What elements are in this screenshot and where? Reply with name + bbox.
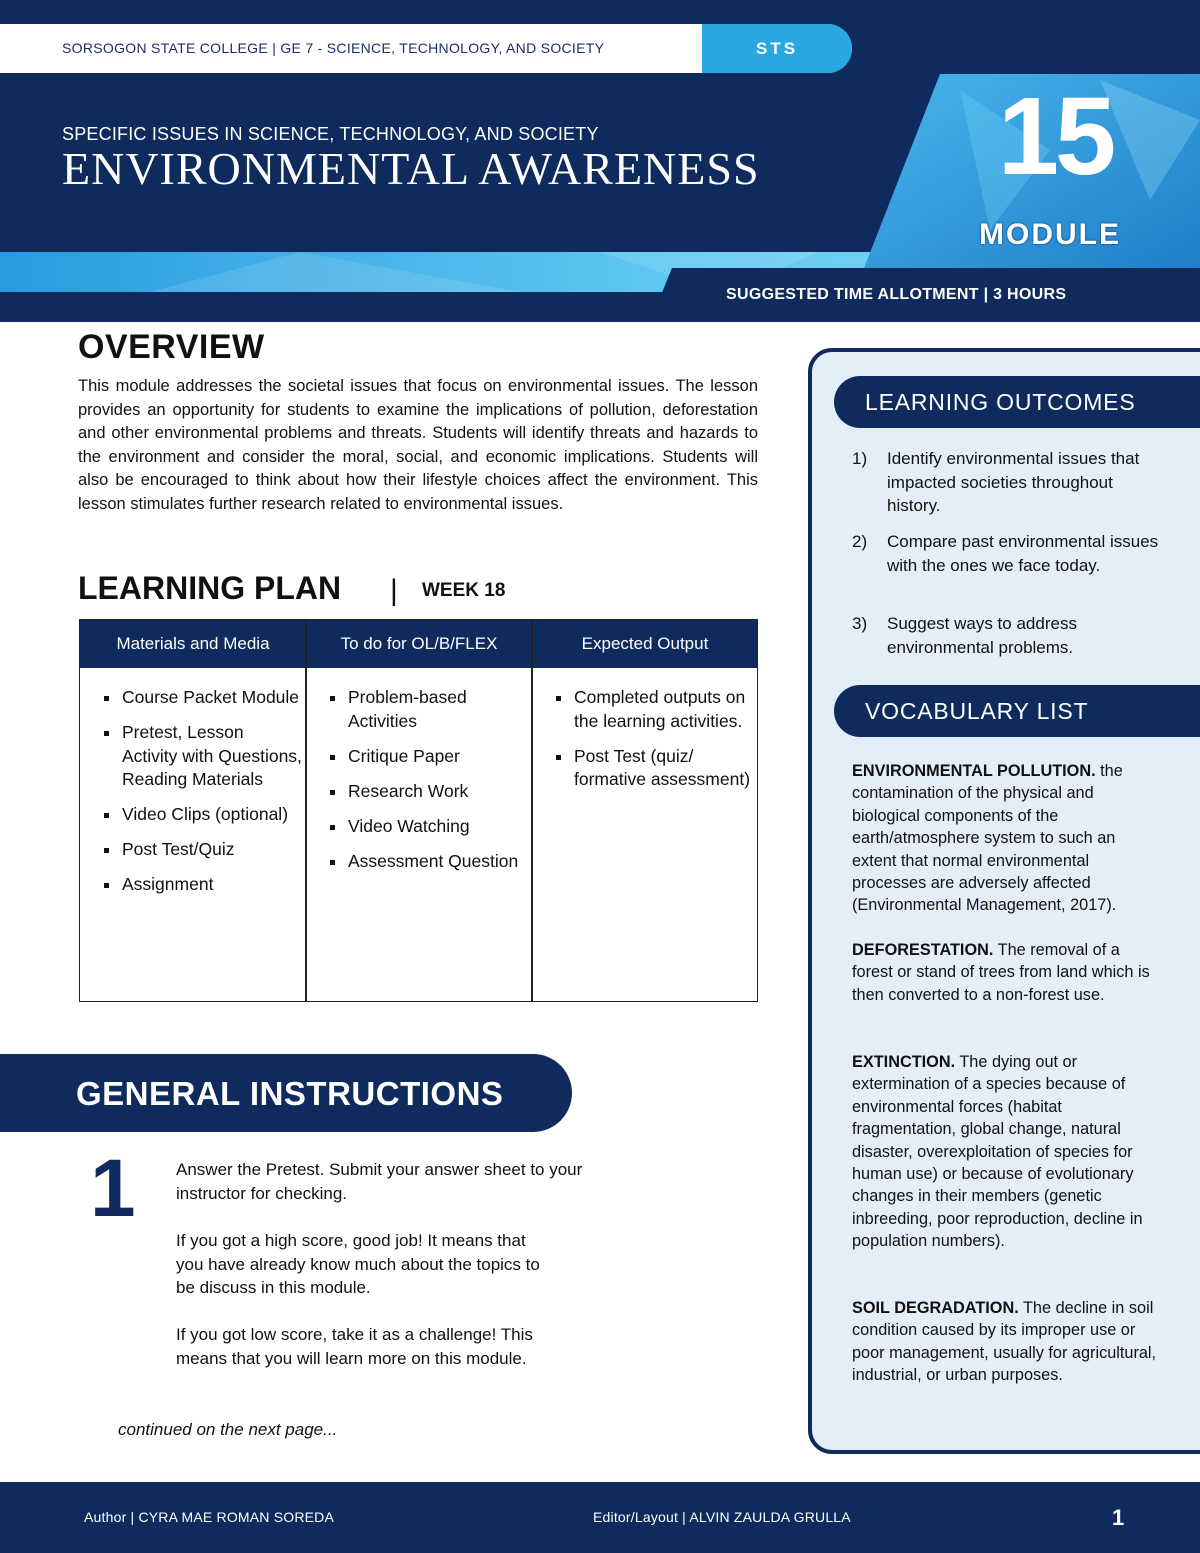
vocabulary-definition: The removal of a forest or stand of trees from land which is then converted to a non-forest use. — [852, 941, 1150, 1004]
outcome-text: Compare past environmental issues with the ones we face today. — [887, 532, 1159, 575]
list-item: Assignment — [102, 873, 302, 897]
learning-plan-week: WEEK 18 — [422, 580, 506, 601]
table-header-materials: Materials and Media — [116, 634, 270, 653]
subject-tag: STS — [702, 24, 852, 73]
table-header-todo: To do for OL/B/FLEX — [340, 634, 498, 653]
module-title: ENVIRONMENTAL AWARENESS — [62, 143, 760, 194]
general-instructions-heading: GENERAL INSTRUCTIONS — [76, 1075, 504, 1112]
table-column-todo — [328, 686, 528, 885]
vocabulary-definition: The dying out or extermination of a species because of environmental forces (habitat fragmentation, global change, natural disaster, overexploitation of species for human use) or because of evolutionary changes in their members (genetic inbreeding, poor reproduction, decline in population numbers). — [852, 1053, 1143, 1251]
list-item: Post Test (quiz/ formative assessment) — [554, 745, 752, 792]
outcome-text: Suggest ways to address environmental problems. — [887, 614, 1077, 657]
vocabulary-term: DEFORESTATION. — [852, 941, 994, 959]
outcome-number: 3) — [852, 614, 868, 633]
table-column-divider — [531, 620, 533, 1001]
vocabulary-item — [852, 1297, 1157, 1387]
vocabulary-definition: The decline in soil condition caused by its improper use or poor management, usually for agricultural, industrial, or urban purposes. — [852, 1299, 1157, 1385]
list-item: Assessment Question — [328, 850, 528, 874]
table-column-materials — [102, 686, 302, 908]
outcome-number: 1) — [852, 449, 868, 468]
learning-outcome-item — [852, 447, 1162, 518]
learning-plan-heading: LEARNING PLAN — [78, 570, 342, 606]
module-subtitle: SPECIFIC ISSUES IN SCIENCE, TECHNOLOGY, AND SOCIETY — [62, 124, 599, 144]
list-item: Video Clips (optional) — [102, 803, 302, 827]
continued-note: continued on the next page... — [118, 1420, 338, 1439]
list-item: Completed outputs on the learning activities. — [554, 686, 752, 733]
learning-plan-table — [79, 619, 758, 1002]
outcome-text: Identify environmental issues that impacted societies throughout history. — [887, 449, 1140, 515]
footer-author: Author | CYRA MAE ROMAN SOREDA — [84, 1509, 335, 1525]
table-header-row — [80, 620, 757, 668]
list-item: Research Work — [328, 780, 528, 804]
vocabulary-term: ENVIRONMENTAL POLLUTION. — [852, 762, 1096, 780]
list-item: Problem-based Activities — [328, 686, 528, 733]
vocabulary-definition: the contamination of the physical and biological components of the earth/atmosphere system to such an extent that normal environmental processes are adversely affected (Environmental Management, 2017). — [852, 762, 1123, 915]
vocabulary-item — [852, 760, 1157, 917]
list-item: Video Watching — [328, 815, 528, 839]
time-allotment-text: SUGGESTED TIME ALLOTMENT | 3 HOURS — [726, 286, 1067, 303]
learning-plan-separator: | — [390, 574, 398, 607]
vocabulary-heading: VOCABULARY LIST — [865, 698, 1089, 724]
header-banner — [0, 0, 1200, 322]
page-number: 1 — [1112, 1505, 1125, 1530]
learning-outcomes-heading: LEARNING OUTCOMES — [865, 389, 1136, 415]
footer-editor: Editor/Layout | ALVIN ZAULDA GRULLA — [593, 1509, 851, 1525]
learning-outcome-item — [852, 612, 1162, 659]
college-course-label: SORSOGON STATE COLLEGE | GE 7 - SCIENCE, TECHNOLOGY, AND SOCIETY — [62, 40, 605, 56]
overview-heading: OVERVIEW — [78, 328, 265, 366]
vocabulary-item — [852, 939, 1157, 1006]
instruction-paragraph: Answer the Pretest. Submit your answer sheet to your instructor for checking. — [176, 1160, 583, 1203]
vocabulary-item — [852, 1051, 1157, 1253]
module-number: 15 — [997, 75, 1113, 198]
college-bar — [0, 24, 852, 73]
overview-text: This module addresses the societal issues that focus on environmental issues. The lesson provides an opportunity for students to examine the implications of pollution, deforestation and other environmental problems and threats. Students will identify threats and hazards to the environment and consider the moral, social, and economic implications. Students will also be encouraged to think about how their lifestyle choices affect the environment. This lesson stimulates further research related to environmental issues. — [78, 377, 758, 513]
module-label: MODULE — [979, 218, 1121, 251]
vocabulary-term: EXTINCTION. — [852, 1053, 956, 1071]
table-column-output — [554, 686, 752, 803]
table-header-output: Expected Output — [581, 634, 709, 653]
instruction-paragraph: If you got low score, take it as a challenge! This means that you will learn more on this module. — [176, 1325, 533, 1368]
instruction-step-number: 1 — [90, 1143, 136, 1234]
table-column-divider — [305, 620, 307, 1001]
list-item: Critique Paper — [328, 745, 528, 769]
list-item: Course Packet Module — [102, 686, 302, 710]
list-item: Pretest, Lesson Activity with Questions, Reading Materials — [102, 721, 302, 792]
list-item: Post Test/Quiz — [102, 838, 302, 862]
instruction-paragraph: If you got a high score, good job! It means that you have already know much about the topics to be discuss in this module. — [176, 1231, 540, 1298]
outcome-number: 2) — [852, 532, 868, 551]
learning-outcome-item — [852, 530, 1162, 577]
vocabulary-term: SOIL DEGRADATION. — [852, 1299, 1019, 1317]
